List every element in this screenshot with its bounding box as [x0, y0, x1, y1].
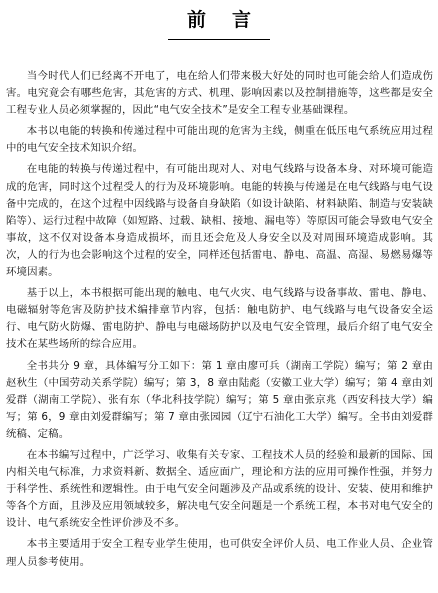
- paragraph-6: 在本书编写过程中，广泛学习、收集有关专家、工程技术人员的经验和最新的国际、国内相关电气标准，力求资料新、数据全、适应面广，理论和方法的应用可操作性强，并努力于科学性、系统性和逻辑性。由于电气安全问题涉及产品或系统的设计、安装、使用和维护等各个方面，且涉及应用领域较多，解决电气安全问题是一个系统工程，本书对电气安全的设计、电气系统安全性评价涉及不多。: [6, 448, 433, 530]
- paragraph-7: 本书主要适用于安全工程专业学生使用，也可供安全评价人员、电工作业人员、企业管理人员参考使用。: [6, 538, 433, 568]
- paragraph-2: 本书以电能的转换和传递过程中可能出现的危害为主线，侧重在低压电气系统应用过程中的电气安全技术知识介绍。: [6, 125, 433, 155]
- page-title: 前言: [186, 9, 277, 31]
- title-underline: [168, 39, 270, 40]
- paragraph-3: 在电能的转换与传递过程中，有可能出现对人、对电气线路与设备本身、对环境可能造成的危害，同时这个过程受人的行为及环境影响。电能的转换与传递是在电气线路与电气设备中完成的，在这个过程中因线路与设备自身缺陷（如设计缺陷、材料缺陷、制造与安装缺陷等）、运行过程中故障（如短路、过载、缺相、接地、漏电等）等原因可能会导致电气安全事故，这不仅对设备本身造成损坏，而且还会危及人身安全以及对周围环境造成影响。其次，人的行为也会影响这个过程的安全，同样还包括雷电、静电、高温、高湿、易燃易爆等环境因素。: [6, 163, 433, 279]
- preface-body: [6, 68, 433, 575]
- paragraph-1: 当今时代人们已经离不开电了，电在给人们带来极大好处的同时也可能会给人们造成伤害。电究竟会有哪些危害，其危害的方式、机理、影响因素以及控制措施等，这些都是安全工程专业人员必须掌握的，因此“电气安全技术”是安全工程专业基础课程。: [6, 70, 433, 117]
- paragraph-4: 基于以上，本书根据可能出现的触电、电气火灾、电气线路与设备事故、雷电、静电、电磁辐射等危害及防护技术编排章节内容，包括：触电防护、电气线路与电气设备安全运行、电气防火防爆、雷电防护、静电与电磁场防护以及电气安全管理，最后介绍了电气安全技术在某些场所的综合应用。: [6, 287, 433, 351]
- paragraph-5: 全书共分 9 章，具体编写分工如下：第 1 章由廖可兵（湖南工学院）编写；第 2 章由赵秋生（中国劳动关系学院）编写；第 3，8 章由陆彪（安徽工业大学）编写；第 4 章由刘爱群（湖南工学院）、张有东（华北科技学院）编写；第 5 章由张京兆（西安科技大学）编写；第 6，9 章由刘爱群编写；第 7 章由张园园（辽宁石油化工大学）编写。全书由刘爱群统稿、定稿。: [6, 359, 433, 440]
